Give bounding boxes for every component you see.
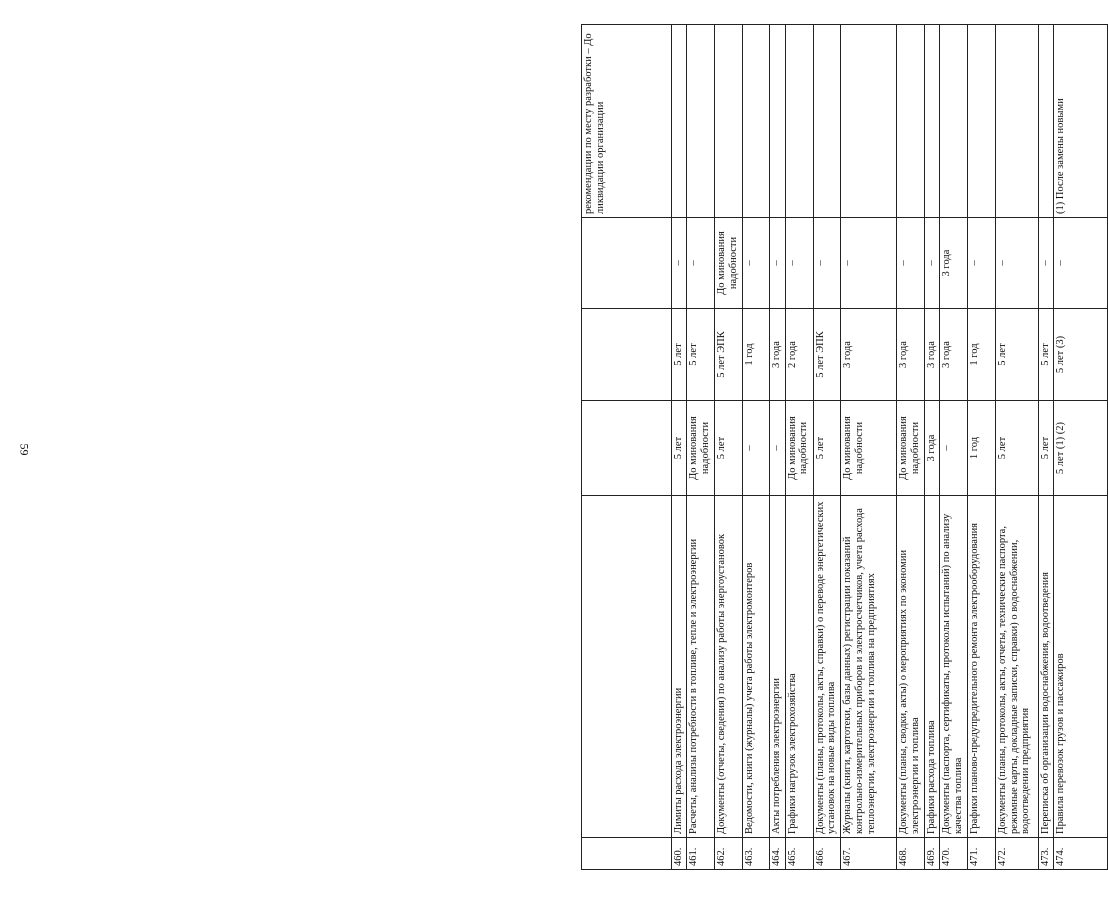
retention-period-2: 5 лет	[1039, 309, 1054, 401]
retention-period-1: До минования надобности	[897, 401, 925, 496]
retention-period-1: 5 лет	[813, 401, 841, 496]
table-row	[686, 25, 714, 870]
row-number: 470.	[940, 838, 968, 870]
document-title: Лимиты расхода электроэнергии	[671, 496, 686, 838]
retention-period-2: 3 года	[924, 309, 939, 401]
retention-period-2: 5 лет	[671, 309, 686, 401]
notes-cell	[924, 25, 939, 218]
notes-cell	[813, 25, 841, 218]
notes-cell	[897, 25, 925, 218]
records-table	[581, 24, 1108, 870]
retention-period-3: –	[897, 218, 925, 309]
table-row	[995, 25, 1038, 870]
retention-period-3: –	[813, 218, 841, 309]
notes-cell	[967, 25, 995, 218]
retention-period-2: 5 лет ЭПК	[813, 309, 841, 401]
document-title: Правила перевозок грузов и пассажиров	[1054, 496, 1108, 838]
table-row	[924, 25, 939, 870]
retention-period-3: –	[841, 218, 897, 309]
retention-period-3: –	[671, 218, 686, 309]
document-title: Документы (планы, протоколы, акты, справки) о переводе энергетических установок на новые виды топлива	[813, 496, 841, 838]
table-row	[1039, 25, 1054, 870]
retention-period-3: –	[785, 218, 813, 309]
row-number: 474.	[1054, 838, 1108, 870]
header-c3-cell	[582, 218, 672, 309]
document-title: Расчеты, анализы потребности в топливе, тепле и электроэнергии	[686, 496, 714, 838]
document-title: Документы (планы, сводки, акты) о мероприятиях по экономии электроэнергии и топлива	[897, 496, 925, 838]
header-c1-cell	[582, 401, 672, 496]
retention-period-2: 2 года	[785, 309, 813, 401]
retention-period-2: 1 год	[967, 309, 995, 401]
retention-period-2: 3 года	[940, 309, 968, 401]
row-number: 465.	[785, 838, 813, 870]
notes-cell	[785, 25, 813, 218]
document-title: Графики планово-предупредительного ремонта электрооборудования	[967, 496, 995, 838]
document-title: Акты потребления электроэнергии	[770, 496, 785, 838]
retention-period-1: 5 лет	[714, 401, 742, 496]
document-title: Документы (паспорта, сертификаты, протоколы испытаний) по анализу качества топлива	[940, 496, 968, 838]
document-title: Документы (планы, протоколы, акты, отчеты, технические паспорта, режимные карты, докладные записки, справки) о водоснабжении, водоотведении предприятия	[995, 496, 1038, 838]
retention-period-3: –	[967, 218, 995, 309]
retention-period-1: 1 год	[967, 401, 995, 496]
retention-period-3: –	[1039, 218, 1054, 309]
row-number: 466.	[813, 838, 841, 870]
table-row	[897, 25, 925, 870]
notes-cell	[770, 25, 785, 218]
table-row	[671, 25, 686, 870]
retention-period-1: 5 лет	[1039, 401, 1054, 496]
table-row	[742, 25, 770, 870]
table-row	[770, 25, 785, 870]
notes-cell	[742, 25, 770, 218]
retention-period-3: –	[770, 218, 785, 309]
retention-period-1: 3 года	[924, 401, 939, 496]
row-number: 468.	[897, 838, 925, 870]
retention-period-3: –	[1054, 218, 1108, 309]
notes-cell	[940, 25, 968, 218]
continuation-row	[582, 25, 672, 870]
retention-period-1: До минования надобности	[686, 401, 714, 496]
page-number: 59	[17, 443, 32, 456]
retention-period-2: 3 года	[897, 309, 925, 401]
document-title: Журналы (книги, картотеки, базы данных) регистрации показаний контрольно-измерительных приборов и электросчетчиков, учета расхода теплоэнергии, электроэнергии и топлива на предприятиях	[841, 496, 897, 838]
rotated-page-content	[581, 25, 1108, 870]
retention-period-1: До минования надобности	[841, 401, 897, 496]
row-number: 472.	[995, 838, 1038, 870]
notes-cell	[841, 25, 897, 218]
retention-period-3: –	[742, 218, 770, 309]
notes-cell	[995, 25, 1038, 218]
retention-period-3: До минования надобности	[714, 218, 742, 309]
notes-cell	[1039, 25, 1054, 218]
document-title: Ведомости, книги (журналы) учета работы электромонтеров	[742, 496, 770, 838]
table-row	[714, 25, 742, 870]
document-title: Переписка об организации водоснабжения, водоотведения	[1039, 496, 1054, 838]
retention-period-1: До минования надобности	[785, 401, 813, 496]
retention-period-1: –	[940, 401, 968, 496]
header-num-cell	[582, 838, 672, 870]
table-row	[1054, 25, 1108, 870]
retention-period-2: 5 лет (3)	[1054, 309, 1108, 401]
row-number: 462.	[714, 838, 742, 870]
row-number: 460.	[671, 838, 686, 870]
retention-period-3: –	[686, 218, 714, 309]
table-row	[841, 25, 897, 870]
notes-cell	[714, 25, 742, 218]
retention-period-1: 5 лет	[671, 401, 686, 496]
retention-period-1: 5 лет (1) (2)	[1054, 401, 1108, 496]
table-row	[967, 25, 995, 870]
row-number: 461.	[686, 838, 714, 870]
row-number: 473.	[1039, 838, 1054, 870]
document-title: Графики нагрузок электрохозяйства	[785, 496, 813, 838]
header-c2-cell	[582, 309, 672, 401]
row-number: 464.	[770, 838, 785, 870]
retention-period-2: 5 лет	[686, 309, 714, 401]
retention-period-2: 3 года	[841, 309, 897, 401]
retention-period-3: 3 года	[940, 218, 968, 309]
retention-period-1: 5 лет	[995, 401, 1038, 496]
notes-cell: (1) После замены новыми	[1054, 25, 1108, 218]
retention-period-1: –	[770, 401, 785, 496]
retention-period-2: 1 год	[742, 309, 770, 401]
document-title: Графики расхода топлива	[924, 496, 939, 838]
retention-period-2: 3 года	[770, 309, 785, 401]
row-number: 471.	[967, 838, 995, 870]
notes-cell	[671, 25, 686, 218]
document-title: Документы (отчеты, сведения) по анализу работы энергоустановок	[714, 496, 742, 838]
header-note-cell: рекомендации по месту разработки – До ликвидации организации	[582, 25, 672, 218]
retention-period-2: 5 лет ЭПК	[714, 309, 742, 401]
table-row	[785, 25, 813, 870]
retention-period-3: –	[924, 218, 939, 309]
table-row	[940, 25, 968, 870]
retention-period-2: 5 лет	[995, 309, 1038, 401]
table-row	[813, 25, 841, 870]
row-number: 469.	[924, 838, 939, 870]
row-number: 463.	[742, 838, 770, 870]
retention-period-1: –	[742, 401, 770, 496]
notes-cell	[686, 25, 714, 218]
row-number: 467.	[841, 838, 897, 870]
header-title-cell	[582, 496, 672, 838]
retention-period-3: –	[995, 218, 1038, 309]
